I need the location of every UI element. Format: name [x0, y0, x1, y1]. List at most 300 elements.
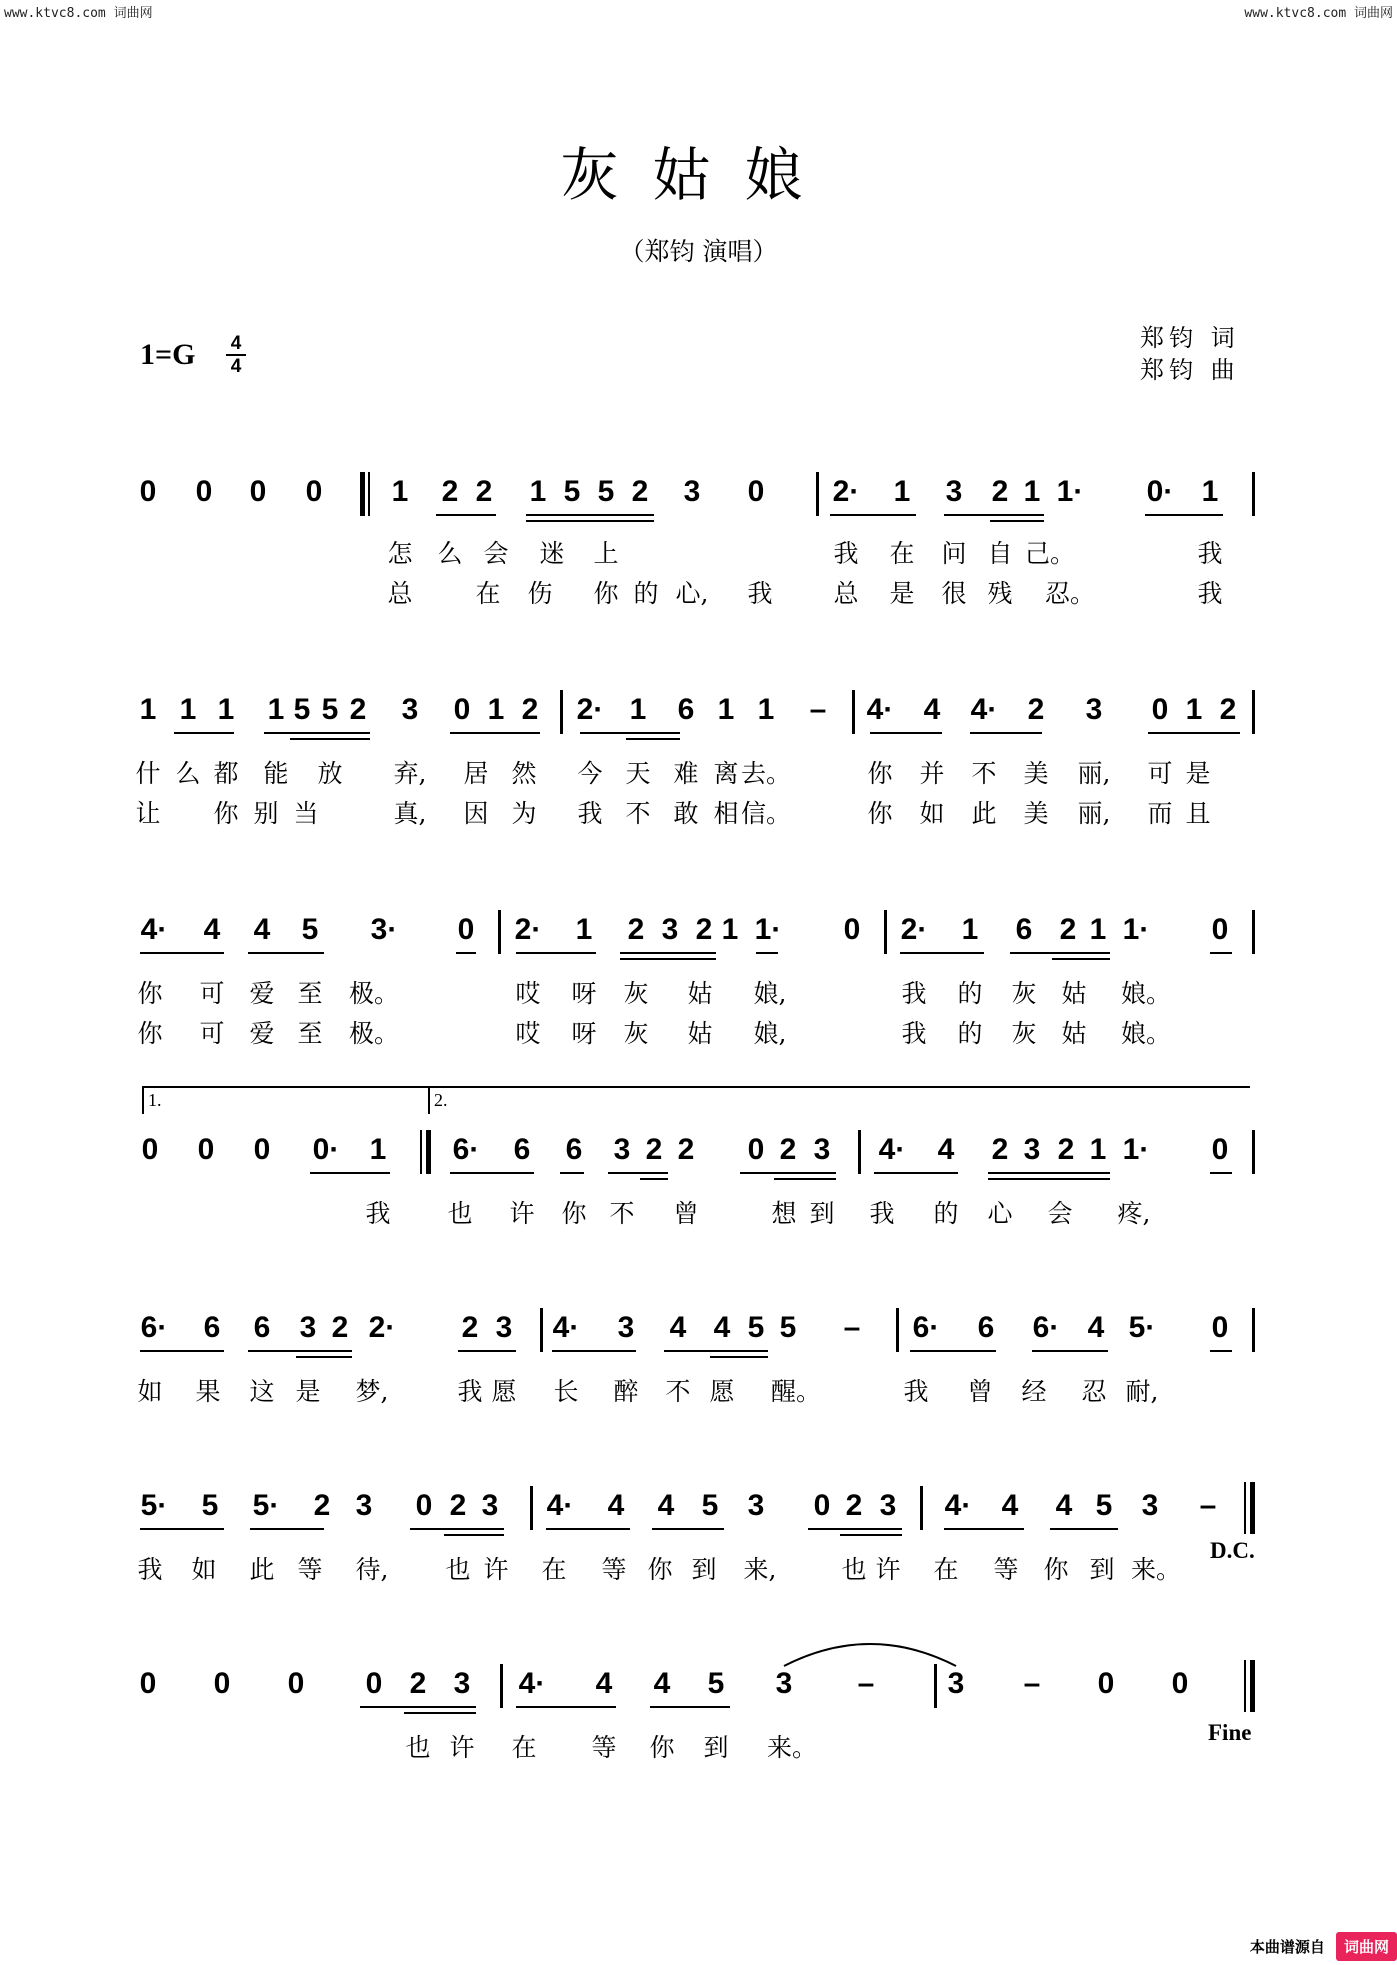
- barline: [560, 690, 563, 734]
- lyric: 什: [135, 759, 161, 788]
- lyric: 到: [703, 1733, 729, 1762]
- barline: [1252, 910, 1255, 954]
- note: 4: [669, 1311, 687, 1344]
- note: 1: [1089, 1133, 1107, 1166]
- note: 0: [139, 1667, 157, 1700]
- lyric: 心: [987, 1199, 1013, 1228]
- lyric: 的: [957, 979, 983, 1008]
- underline: [756, 952, 778, 954]
- note: 6: [203, 1311, 221, 1344]
- lyric: 你: [137, 979, 163, 1008]
- note: 1: [369, 1133, 387, 1166]
- note: 1·: [1122, 1133, 1150, 1166]
- note: 5: [779, 1311, 797, 1344]
- note: 6: [1015, 913, 1033, 946]
- key-signature: 1=G: [140, 338, 196, 371]
- lyric: 你: [649, 1733, 675, 1762]
- lyric: 你: [137, 1019, 163, 1048]
- lyric: 是: [1185, 759, 1211, 788]
- underline: [1145, 514, 1223, 516]
- note: 0: [253, 1133, 271, 1166]
- note: 1: [267, 693, 285, 726]
- underline: [664, 1350, 768, 1352]
- lyric: 灰: [623, 1019, 649, 1048]
- note: 3: [613, 1133, 631, 1166]
- lyric: 不: [625, 799, 651, 828]
- header-left-url: www.ktvc8.com 词曲网: [4, 6, 153, 21]
- note: 0: [453, 693, 471, 726]
- note: 6: [565, 1133, 583, 1166]
- lyric-line: [0, 1018, 1397, 1050]
- site-logo[interactable]: 词曲网: [1336, 1932, 1397, 1961]
- note: 2: [313, 1489, 331, 1522]
- note: 3: [617, 1311, 635, 1344]
- underline: [652, 1528, 724, 1530]
- underline: [830, 514, 916, 516]
- lyric: 不: [971, 759, 997, 788]
- barline: [920, 1486, 923, 1530]
- note: 5·: [140, 1489, 168, 1522]
- final-barline: [1250, 1660, 1255, 1712]
- note: 3: [945, 475, 963, 508]
- underline: [640, 1178, 668, 1180]
- lyric: 今: [577, 759, 603, 788]
- note: 2·: [832, 475, 860, 508]
- fine-mark: Fine: [1208, 1720, 1252, 1745]
- lyric: 心,: [675, 579, 709, 608]
- note: 5: [1095, 1489, 1113, 1522]
- note: 2: [991, 1133, 1009, 1166]
- lyric: 忍。: [1044, 579, 1096, 608]
- underline: [650, 1706, 730, 1708]
- lyric: 我: [577, 799, 603, 828]
- note: 5·: [252, 1489, 280, 1522]
- note: 1: [629, 693, 647, 726]
- lyric: 残: [987, 579, 1013, 608]
- note: 0·: [312, 1133, 340, 1166]
- lyric: 等: [601, 1555, 627, 1584]
- time-signature-top: 4: [230, 333, 242, 354]
- note: 0: [813, 1489, 831, 1522]
- note: 0: [1211, 1311, 1229, 1344]
- underline: [264, 732, 370, 734]
- note: 0: [213, 1667, 231, 1700]
- note: 6·: [140, 1311, 168, 1344]
- lyric: 到: [691, 1555, 717, 1584]
- lyric: 哎: [515, 1019, 541, 1048]
- lyric: 你: [213, 799, 239, 828]
- lyric: 等: [297, 1555, 323, 1584]
- volta-2-bracket: [428, 1086, 1250, 1114]
- note: 4·: [970, 693, 998, 726]
- underline: [626, 738, 680, 740]
- final-barline: [1244, 1660, 1246, 1712]
- note: 0: [141, 1133, 159, 1166]
- lyric: 极。: [348, 979, 400, 1008]
- composer-credit: 郑钧 曲: [1140, 356, 1240, 384]
- underline: [988, 1178, 1110, 1180]
- lyric: 耐,: [1125, 1377, 1159, 1406]
- underline: [310, 1172, 390, 1174]
- note: 4: [713, 1311, 731, 1344]
- lyric: 美: [1023, 799, 1049, 828]
- lyric: 可: [199, 979, 225, 1008]
- lyric: 来。: [766, 1733, 818, 1762]
- note: 2·: [576, 693, 604, 726]
- lyric: 我: [365, 1199, 391, 1228]
- lyric: 你: [867, 759, 893, 788]
- underline: [546, 1528, 630, 1530]
- note: 2: [779, 1133, 797, 1166]
- note: 3: [879, 1489, 897, 1522]
- lyric: 许: [483, 1555, 509, 1584]
- lyric-line: [0, 578, 1397, 610]
- lyric: 而: [1147, 799, 1173, 828]
- note: 3: [683, 475, 701, 508]
- lyric: 姑: [1061, 1019, 1087, 1048]
- lyric: 娘,: [753, 979, 787, 1008]
- underline: [248, 1350, 352, 1352]
- note: 3: [299, 1311, 317, 1344]
- underline: [944, 514, 1044, 516]
- lyric: 你: [867, 799, 893, 828]
- note: 4·: [944, 1489, 972, 1522]
- note: 0: [249, 475, 267, 508]
- underline: [710, 1356, 768, 1358]
- barline: [1252, 1130, 1255, 1174]
- note: 3: [1141, 1489, 1159, 1522]
- underline: [450, 732, 540, 734]
- lyric: 醉: [613, 1377, 639, 1406]
- volta-1-label: 1.: [148, 1090, 162, 1110]
- repeat-start-barline: [360, 472, 365, 516]
- lyric: 我: [137, 1555, 163, 1584]
- song-title: 灰姑娘: [560, 141, 837, 209]
- note: 5: [563, 475, 581, 508]
- note: 5: [701, 1489, 719, 1522]
- lyric: 是: [295, 1377, 321, 1406]
- lyric: 怎: [387, 539, 413, 568]
- underline: [360, 1706, 476, 1708]
- note: 6·: [452, 1133, 480, 1166]
- note: –: [1199, 1489, 1217, 1522]
- underline: [1210, 1172, 1232, 1174]
- lyric: 姑: [687, 979, 713, 1008]
- note: 1: [1089, 913, 1107, 946]
- note: 5: [321, 693, 339, 726]
- underline: [740, 1172, 836, 1174]
- note: 4: [607, 1489, 625, 1522]
- note: 2: [645, 1133, 663, 1166]
- barline: [1252, 472, 1255, 516]
- lyric: 因: [463, 799, 489, 828]
- lyric: 放: [317, 759, 343, 788]
- underline: [140, 1350, 224, 1352]
- underline: [1210, 952, 1232, 954]
- lyric: 不: [665, 1377, 691, 1406]
- lyric: 许: [875, 1555, 901, 1584]
- lyric: 问: [941, 539, 967, 568]
- note: 0: [139, 475, 157, 508]
- note: 2: [991, 475, 1009, 508]
- lyric: 我: [457, 1377, 483, 1406]
- underline: [608, 1172, 668, 1174]
- lyric: 姑: [687, 1019, 713, 1048]
- tie-arc: [780, 1630, 960, 1670]
- note: 5: [301, 913, 319, 946]
- underline: [248, 952, 324, 954]
- lyric: 呀: [571, 1019, 597, 1048]
- lyric: 在: [933, 1555, 959, 1584]
- note: 2: [1219, 693, 1237, 726]
- lyric: 在: [889, 539, 915, 568]
- lyric: 会: [1047, 1199, 1073, 1228]
- underline: [808, 1528, 902, 1530]
- lyric: 丽,: [1077, 799, 1111, 828]
- lyric: 愿: [709, 1377, 735, 1406]
- lyric: 长: [553, 1377, 579, 1406]
- lyric: 为: [511, 799, 537, 828]
- lyric: 在: [541, 1555, 567, 1584]
- lyric: 你: [1043, 1555, 1069, 1584]
- note: 4·: [518, 1667, 546, 1700]
- note: 1: [217, 693, 235, 726]
- note: 1: [893, 475, 911, 508]
- underline: [174, 732, 234, 734]
- song-subtitle: （郑钧 演唱）: [619, 237, 778, 266]
- underline: [410, 1528, 504, 1530]
- note: 4: [923, 693, 941, 726]
- note-row: [0, 1130, 1397, 1170]
- lyric: 总: [387, 579, 413, 608]
- repeat-end-barline: [420, 1130, 422, 1174]
- note: 3: [775, 1667, 793, 1700]
- lyric: 我: [903, 1377, 929, 1406]
- lyric: 忍: [1081, 1377, 1107, 1406]
- note: 5: [293, 693, 311, 726]
- note: 6·: [1032, 1311, 1060, 1344]
- note: 4·: [866, 693, 894, 726]
- note: 0·: [1146, 475, 1174, 508]
- note: 4: [1087, 1311, 1105, 1344]
- lyric: 灰: [623, 979, 649, 1008]
- underline: [580, 732, 680, 734]
- note: 0: [195, 475, 213, 508]
- note: 2: [1057, 1133, 1075, 1166]
- note: 1: [757, 693, 775, 726]
- lyric: 曾: [673, 1199, 699, 1228]
- lyric-line: [0, 1554, 1397, 1586]
- lyric: 这: [249, 1377, 275, 1406]
- lyric: 许: [509, 1199, 535, 1228]
- lyric: 疼,: [1117, 1199, 1151, 1228]
- note: 5: [201, 1489, 219, 1522]
- underline: [552, 1350, 636, 1352]
- underline: [774, 1178, 836, 1180]
- note-row: [0, 1308, 1397, 1348]
- repeat-end-barline: [426, 1130, 431, 1174]
- lyric: 也: [445, 1555, 471, 1584]
- barline: [934, 1664, 937, 1708]
- note: 0: [197, 1133, 215, 1166]
- lyric: 娘。: [1120, 1019, 1172, 1048]
- underline: [444, 1534, 504, 1536]
- note: 0: [415, 1489, 433, 1522]
- note: 4: [1055, 1489, 1073, 1522]
- note: 2: [631, 475, 649, 508]
- underline: [1010, 952, 1110, 954]
- note: 0: [305, 475, 323, 508]
- note: 0: [457, 913, 475, 946]
- lyric: 在: [511, 1733, 537, 1762]
- note: 0: [747, 475, 765, 508]
- lyric: 然: [511, 759, 537, 788]
- note: 2·: [368, 1311, 396, 1344]
- underline: [988, 1172, 1110, 1174]
- underline: [1032, 1350, 1108, 1352]
- lyric: 不: [609, 1199, 635, 1228]
- barline: [500, 1664, 503, 1708]
- note: 1: [139, 693, 157, 726]
- lyric: 在: [475, 579, 501, 608]
- lyric: 么: [437, 539, 463, 568]
- barline: [1252, 690, 1255, 734]
- note: 0: [1171, 1667, 1189, 1700]
- note: 2: [409, 1667, 427, 1700]
- note: 4: [595, 1667, 613, 1700]
- note: 4: [203, 913, 221, 946]
- note: 2: [449, 1489, 467, 1522]
- underline: [560, 1172, 584, 1174]
- note: –: [1023, 1667, 1041, 1700]
- lyric: 上: [593, 539, 619, 568]
- note: 2: [441, 475, 459, 508]
- lyric: 别: [253, 799, 279, 828]
- lyric: 居: [463, 759, 489, 788]
- note: 1: [1201, 475, 1219, 508]
- lyric: 让: [135, 799, 161, 828]
- underline: [296, 1356, 352, 1358]
- underline: [620, 952, 716, 954]
- lyric: 的: [933, 1199, 959, 1228]
- lyric: 能: [263, 759, 289, 788]
- final-barline: [1250, 1482, 1255, 1534]
- lyric: 我: [869, 1199, 895, 1228]
- lyric: 当: [293, 799, 319, 828]
- underline: [140, 952, 224, 954]
- note: 6: [513, 1133, 531, 1166]
- note: 0: [843, 913, 861, 946]
- note: 1: [529, 475, 547, 508]
- underline: [970, 732, 1042, 734]
- note: 2: [475, 475, 493, 508]
- barline: [858, 1130, 861, 1174]
- note: 2: [349, 693, 367, 726]
- lyric: 离: [713, 759, 739, 788]
- note: 2: [627, 913, 645, 946]
- underline: [840, 1534, 902, 1536]
- lyric: 爱: [249, 979, 275, 1008]
- lyric: 迷: [539, 539, 565, 568]
- barline: [852, 690, 855, 734]
- lyric: 美: [1023, 759, 1049, 788]
- note: 6: [253, 1311, 271, 1344]
- lyric: 爱: [249, 1019, 275, 1048]
- lyric: 哎: [515, 979, 541, 1008]
- underline: [458, 1350, 516, 1352]
- lyric: 来,: [743, 1555, 777, 1584]
- lyric: 醒。: [770, 1377, 822, 1406]
- final-barline: [1244, 1482, 1246, 1534]
- lyric: 且: [1185, 799, 1211, 828]
- note: 0: [1151, 693, 1169, 726]
- dc-mark: D.C.: [1210, 1538, 1255, 1563]
- note: –: [857, 1667, 875, 1700]
- lyric: 此: [249, 1555, 275, 1584]
- lyric: 天: [625, 759, 651, 788]
- note: 3: [495, 1311, 513, 1344]
- barline: [816, 472, 819, 516]
- lyric: 你: [561, 1199, 587, 1228]
- footer: [1250, 1932, 1397, 1961]
- underline: [870, 732, 942, 734]
- barline: [368, 472, 370, 516]
- note: 4·: [546, 1489, 574, 1522]
- lyric: 也: [841, 1555, 867, 1584]
- lyric-line: [0, 798, 1397, 830]
- lyric: 难: [673, 759, 699, 788]
- underline: [250, 1528, 324, 1530]
- lyric: 如: [137, 1377, 163, 1406]
- lyric: 到: [1089, 1555, 1115, 1584]
- note: 3: [947, 1667, 965, 1700]
- note: 1: [721, 913, 739, 946]
- note: 4·: [140, 913, 168, 946]
- note: 3: [813, 1133, 831, 1166]
- lyric: 也: [405, 1733, 431, 1762]
- note: 2: [1027, 693, 1045, 726]
- note: 5: [747, 1311, 765, 1344]
- underline: [526, 520, 654, 522]
- note: 2·: [514, 913, 542, 946]
- note: 2: [695, 913, 713, 946]
- note: 2: [461, 1311, 479, 1344]
- lyric: 你: [647, 1555, 673, 1584]
- lyric-line: [0, 1198, 1397, 1230]
- note-row: [0, 472, 1397, 512]
- lyric: 可: [199, 1019, 225, 1048]
- underline: [944, 1528, 1024, 1530]
- lyric: 我: [1197, 579, 1223, 608]
- note: 4: [937, 1133, 955, 1166]
- lyric: 极。: [348, 1019, 400, 1048]
- lyric: 总: [833, 579, 859, 608]
- lyric: 等: [591, 1733, 617, 1762]
- lyric: 我: [901, 1019, 927, 1048]
- note: 4: [253, 913, 271, 946]
- lyric: 娘,: [753, 1019, 787, 1048]
- time-signature-bottom: 4: [230, 356, 242, 377]
- note: 2: [521, 693, 539, 726]
- lyric-line: [0, 978, 1397, 1010]
- lyric: 弃,: [393, 759, 427, 788]
- lyric: 姑: [1061, 979, 1087, 1008]
- note: 0: [1211, 913, 1229, 946]
- barline: [884, 910, 887, 954]
- note: 1: [487, 693, 505, 726]
- lyric: 我: [833, 539, 859, 568]
- lyric: 真,: [393, 799, 427, 828]
